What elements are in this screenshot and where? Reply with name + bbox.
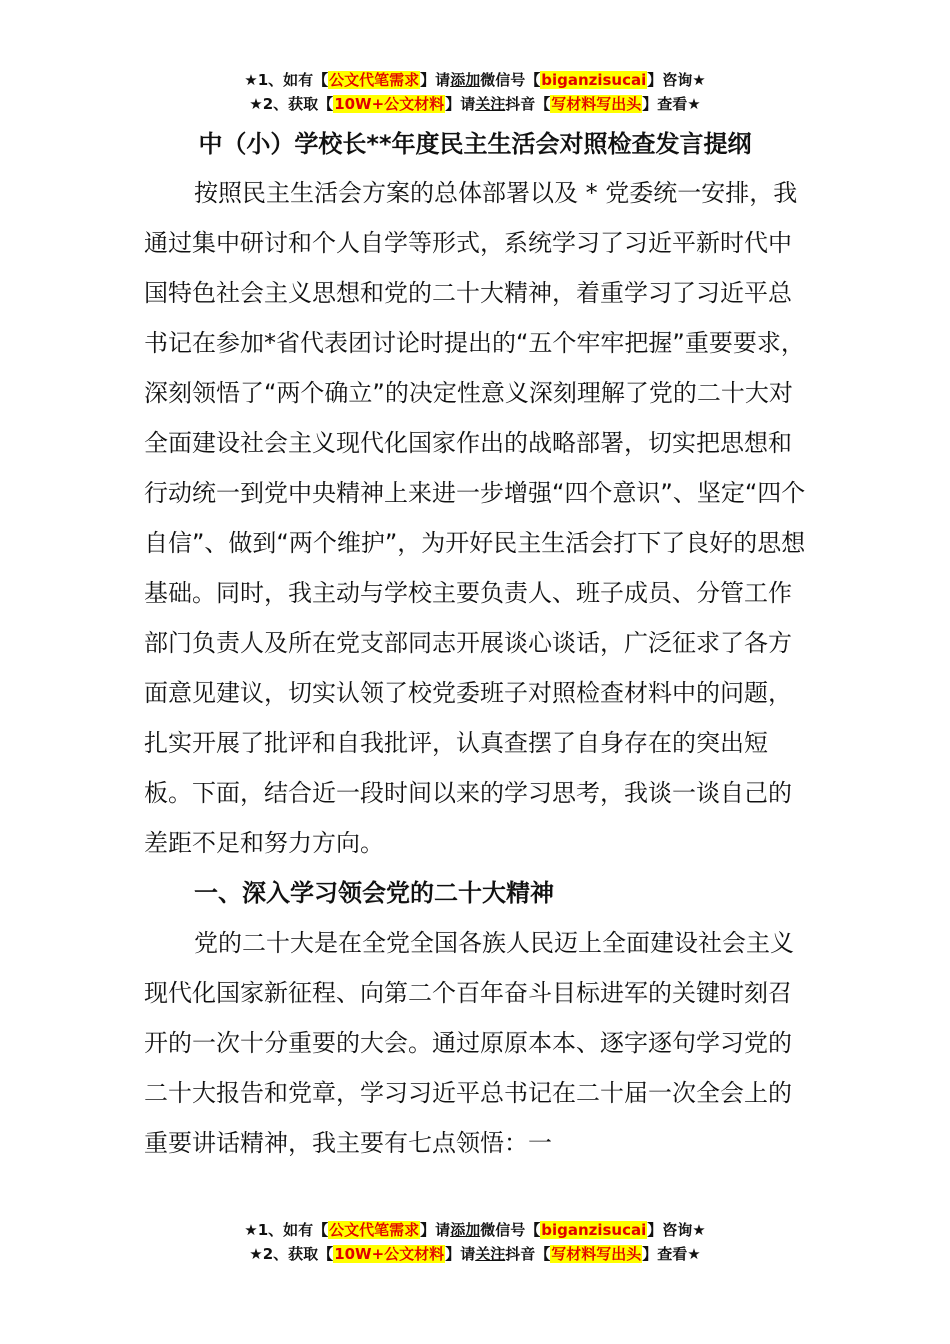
section-paragraph: 党的二十大是在全党全国各族人民迈上全面建设社会主义现代化国家新征程、向第二个百年奋斗目标进军的关键时刻召开的一次十分重要的大会。通过原原本本、逐字逐句学习党的二十大报告和党章，学习习近平总书记在二十届一次全会上的重要讲话精神，我主要有七点领悟：一 bbox=[144, 929, 794, 1157]
banner-highlight: 10W+公文材料 bbox=[334, 95, 445, 113]
banner-text: 抖音【 bbox=[505, 95, 551, 113]
document-body bbox=[144, 168, 814, 1168]
banner-text: 微信号【 bbox=[480, 71, 541, 89]
banner-text: 抖音【 bbox=[505, 1245, 551, 1263]
banner-text: 】查看★ bbox=[642, 95, 701, 113]
banner-text: ★2、获取【 bbox=[249, 95, 334, 113]
section-heading: 一、深入学习领会党的二十大精神 bbox=[194, 879, 554, 907]
banner-text: 】查看★ bbox=[642, 1245, 701, 1263]
banner-highlight: biganzisucai bbox=[541, 1221, 647, 1239]
banner-text: 】请 bbox=[445, 1245, 476, 1263]
banner-highlight: 写材料写出头 bbox=[551, 95, 642, 113]
banner-emphasis: 关注 bbox=[475, 1245, 506, 1263]
banner-text: 】咨询★ bbox=[647, 71, 706, 89]
banner-text: 微信号【 bbox=[480, 1221, 541, 1239]
banner-highlight: 10W+公文材料 bbox=[334, 1245, 445, 1263]
banner-line-2 bbox=[0, 92, 950, 116]
banner-text: ★1、如有【 bbox=[244, 71, 329, 89]
banner-line-1 bbox=[0, 1218, 950, 1242]
banner-text: 】咨询★ bbox=[647, 1221, 706, 1239]
banner-highlight: 写材料写出头 bbox=[551, 1245, 642, 1263]
banner-text: ★1、如有【 bbox=[244, 1221, 329, 1239]
banner-emphasis: 关注 bbox=[475, 95, 506, 113]
banner-text: 】请 bbox=[420, 71, 451, 89]
banner-text: 】请 bbox=[420, 1221, 451, 1239]
banner-highlight: biganzisucai bbox=[541, 71, 647, 89]
banner-highlight: 公文代笔需求 bbox=[329, 71, 420, 89]
banner-emphasis: 添加 bbox=[450, 1221, 481, 1239]
banner-text: ★2、获取【 bbox=[249, 1245, 334, 1263]
top-banner bbox=[0, 68, 950, 116]
banner-text: 】请 bbox=[445, 95, 476, 113]
document-title: 中（小）学校长**年度民主生活会对照检查发言提纲 bbox=[198, 130, 752, 158]
intro-paragraph: 按照民主生活会方案的总体部署以及 * 党委统一安排，我通过集中研讨和个人自学等形式，系统学习了习近平新时代中国特色社会主义思想和党的二十大精神，着重学习了习近平总书记在参加*省代表团讨论时提出的“五个牢牢把握”重要要求，深刻领悟了“两个确立”的决定性意义深刻理解了党的二十大对全面建设社会主义现代化国家作出的战略部署，切实把思想和行动统一到党中央精神上来进一步增强“四个意识”、坚定“四个自信”、做到“两个维护”，为开好民主生活会打下了良好的思想基础。同时，我主动与学校主要负责人、班子成员、分管工作部门负责人及所在党支部同志开展谈心谈话，广泛征求了各方面意见建议，切实认领了校党委班子对照检查材料中的问题，扎实开展了批评和自我批评，认真查摆了自身存在的突出短板。下面，结合近一段时间以来的学习思考，我谈一谈自己的差距不足和努力方向。 bbox=[144, 179, 806, 857]
bottom-banner bbox=[0, 1218, 950, 1266]
banner-highlight: 公文代笔需求 bbox=[329, 1221, 420, 1239]
banner-line-2 bbox=[0, 1242, 950, 1266]
banner-line-1 bbox=[0, 68, 950, 92]
banner-emphasis: 添加 bbox=[450, 71, 481, 89]
